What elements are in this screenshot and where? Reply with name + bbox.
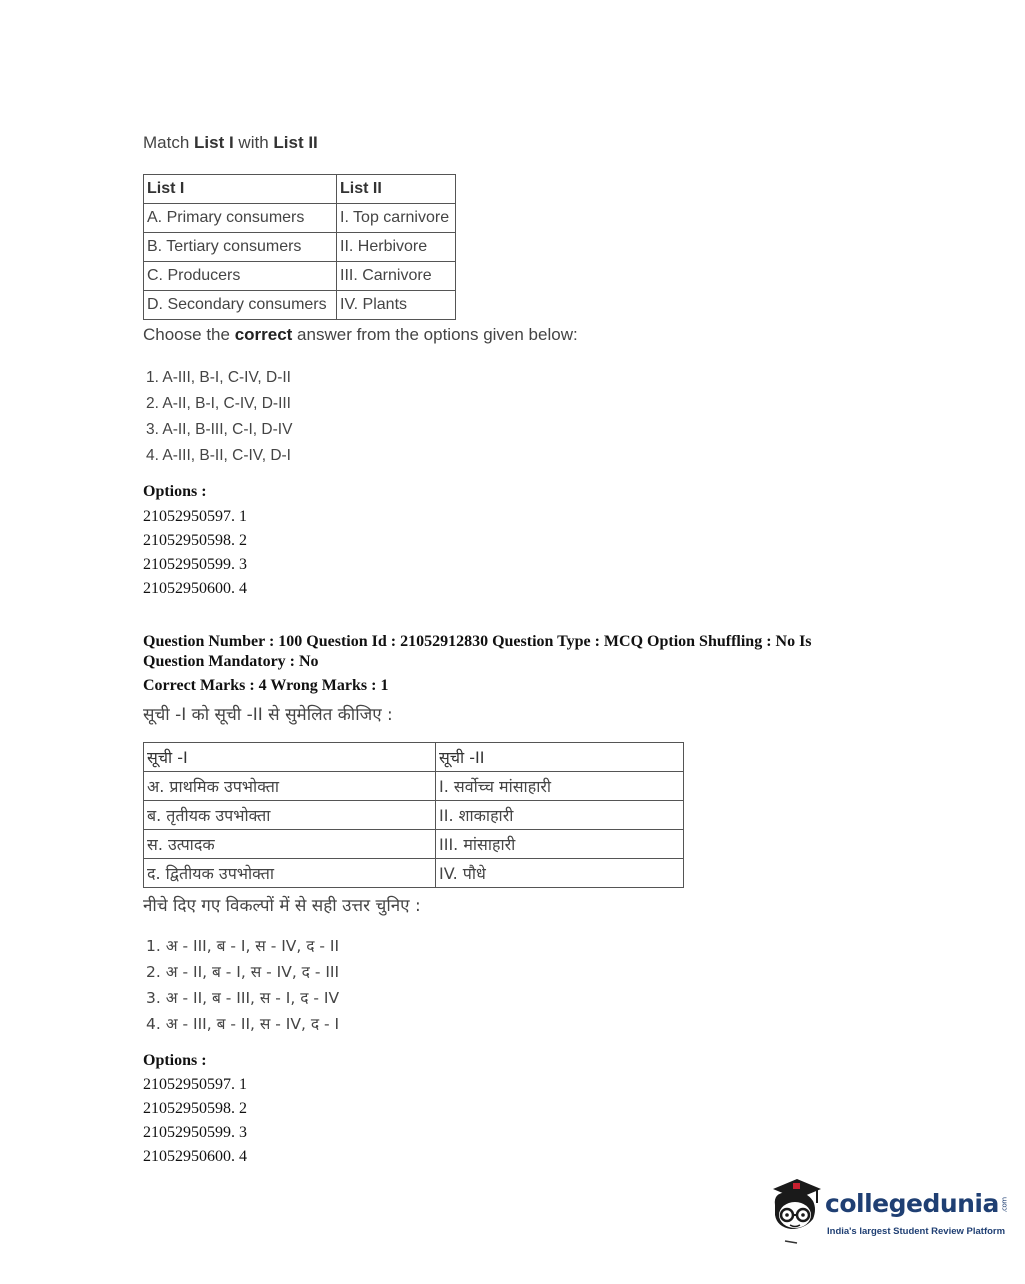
table-cell: I. सर्वोच्च मांसाहारी bbox=[436, 772, 684, 801]
table-cell: IV. Plants bbox=[337, 291, 456, 320]
table-row bbox=[144, 743, 684, 772]
table-row bbox=[144, 291, 456, 320]
table-cell: ब. तृतीयक उपभोक्ता bbox=[144, 801, 436, 830]
table-cell: III. मांसाहारी bbox=[436, 830, 684, 859]
q1-choose-instruction bbox=[143, 325, 578, 345]
list-item: 21052950599. 3 bbox=[143, 556, 247, 573]
q1-intro bbox=[143, 133, 318, 153]
q1-answer-list bbox=[146, 365, 292, 469]
list-item: 21052950599. 3 bbox=[143, 1124, 247, 1141]
table-row bbox=[144, 204, 456, 233]
q1-choose-bold: correct bbox=[234, 325, 293, 344]
table-row bbox=[144, 801, 684, 830]
q1-match-table bbox=[143, 174, 456, 320]
list-item: 21052950598. 2 bbox=[143, 1100, 247, 1117]
list-item: 1. अ - III, ब - I, स - IV, द - II bbox=[146, 937, 340, 955]
list-item: 21052950597. 1 bbox=[143, 1076, 247, 1093]
list-item: 2. अ - II, ब - I, स - IV, द - III bbox=[146, 963, 340, 981]
list-item: 21052950597. 1 bbox=[143, 508, 247, 525]
table-cell: द. द्वितीयक उपभोक्ता bbox=[144, 859, 436, 888]
list-item: 3. अ - II, ब - III, स - I, द - IV bbox=[146, 989, 340, 1007]
table-cell: III. Carnivore bbox=[337, 262, 456, 291]
q2-answer-list bbox=[146, 933, 339, 1037]
q1-intro-mid: with bbox=[233, 133, 274, 152]
table-cell: C. Producers bbox=[144, 262, 337, 291]
question-meta-line: Correct Marks : 4 Wrong Marks : 1 bbox=[143, 677, 389, 694]
table-cell: B. Tertiary consumers bbox=[144, 233, 337, 262]
list-item: 1. A-III, B-I, C-IV, D-II bbox=[146, 369, 291, 386]
logo-tld: .com bbox=[1000, 1197, 1009, 1213]
table-cell: A. Primary consumers bbox=[144, 204, 337, 233]
q1-options-label: Options : bbox=[143, 483, 207, 500]
logo-tagline: India's largest Student Review Platform bbox=[827, 1226, 1006, 1237]
mascot-icon bbox=[765, 1175, 825, 1247]
table-cell: II. Herbivore bbox=[337, 233, 456, 262]
table-row bbox=[144, 830, 684, 859]
list-item: 21052950600. 4 bbox=[143, 1148, 247, 1165]
q1-option-ids bbox=[143, 505, 247, 601]
q1-intro-list1: List I bbox=[194, 133, 234, 152]
table-row bbox=[144, 175, 456, 204]
list-item: 3. A-II, B-III, C-I, D-IV bbox=[146, 421, 293, 438]
table-row bbox=[144, 859, 684, 888]
table-row bbox=[144, 233, 456, 262]
table-cell: स. उत्पादक bbox=[144, 830, 436, 859]
q2-option-ids bbox=[143, 1073, 247, 1169]
table-cell: II. शाकाहारी bbox=[436, 801, 684, 830]
list-item: 2. A-II, B-I, C-IV, D-III bbox=[146, 395, 291, 412]
table-cell: IV. पौधे bbox=[436, 859, 684, 888]
question-meta-line: Question Mandatory : No bbox=[143, 653, 319, 670]
q1-choose-suffix: answer from the options given below: bbox=[292, 325, 578, 344]
logo-brand bbox=[825, 1189, 1012, 1218]
table-cell: अ. प्राथमिक उपभोक्ता bbox=[144, 772, 436, 801]
table-row bbox=[144, 772, 684, 801]
question-meta-line: Question Number : 100 Question Id : 21052912830 Question Type : MCQ Option Shuffling : No Is bbox=[143, 633, 812, 650]
q2-match-table bbox=[143, 742, 684, 888]
table-cell: D. Secondary consumers bbox=[144, 291, 337, 320]
table-cell: सूची -II bbox=[436, 743, 684, 772]
table-cell: I. Top carnivore bbox=[337, 204, 456, 233]
list-item: 21052950598. 2 bbox=[143, 532, 247, 549]
q2-choose-instruction: नीचे दिए गए विकल्पों में से सही उत्तर चुनिए : bbox=[143, 896, 421, 916]
table-cell: List II bbox=[337, 175, 456, 204]
table-cell: List I bbox=[144, 175, 337, 204]
q1-intro-prefix: Match bbox=[143, 133, 195, 152]
q1-choose-prefix: Choose the bbox=[143, 325, 235, 344]
list-item: 4. अ - III, ब - II, स - IV, द - I bbox=[146, 1015, 340, 1033]
logo-brand-name: collegedunia bbox=[825, 1189, 999, 1218]
q2-meta bbox=[143, 632, 812, 696]
collegedunia-logo bbox=[765, 1175, 1009, 1255]
q2-options-label: Options : bbox=[143, 1052, 207, 1069]
q2-intro: सूची -I को सूची -II से सुमेलित कीजिए : bbox=[143, 705, 393, 725]
table-row bbox=[144, 262, 456, 291]
list-item: 21052950600. 4 bbox=[143, 580, 247, 597]
list-item: 4. A-III, B-II, C-IV, D-I bbox=[146, 447, 291, 464]
table-cell: सूची -I bbox=[144, 743, 436, 772]
q1-intro-list2: List II bbox=[273, 133, 318, 152]
